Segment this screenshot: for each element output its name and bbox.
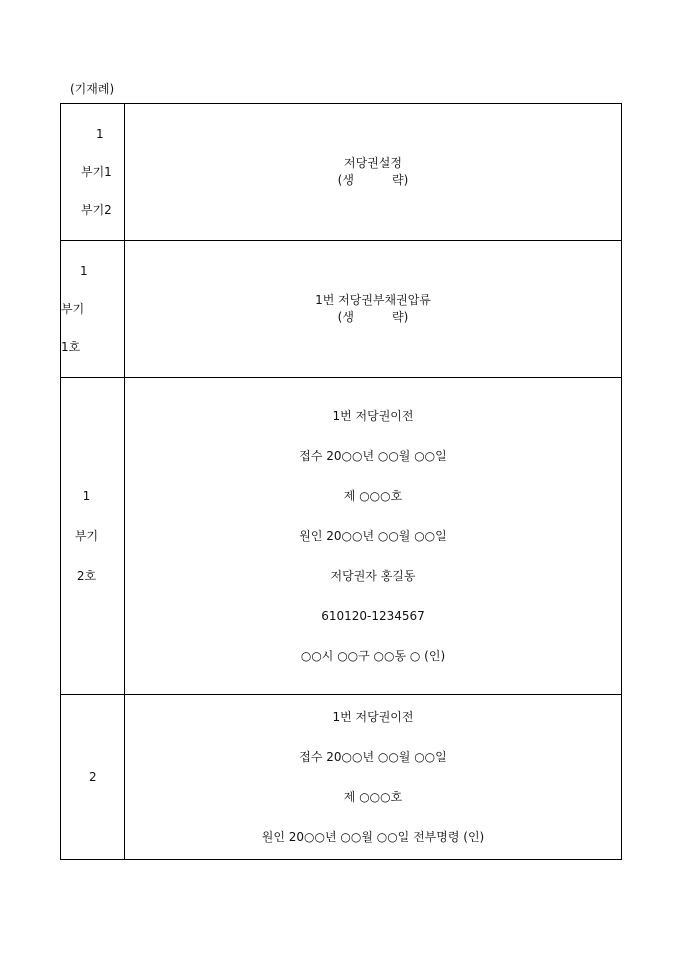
rank-number-text: 부기 [61, 302, 85, 316]
entry-line: 저당권자 홍길동 [330, 569, 416, 583]
table-row [61, 104, 622, 241]
rank-number-text: 1호 [61, 340, 81, 354]
entry-line: (생 략) [337, 310, 409, 324]
entry-line: ○○시 ○○구 ○○동 ○ (인) [300, 649, 446, 663]
entry-line: 접수 20○○년 ○○월 ○○일 [299, 449, 447, 463]
rank-number-text: 부기2 [81, 203, 112, 217]
table-row [61, 695, 622, 860]
entry-line: 610120-1234567 [321, 609, 425, 623]
entry-line: 저당권설정 [344, 156, 402, 170]
rank-number-cell [61, 695, 125, 860]
entry-content-cell [125, 241, 622, 378]
registry-example-table [60, 103, 622, 860]
entry-line: 원인 20○○년 ○○월 ○○일 전부명령 (인) [261, 830, 485, 844]
entry-content-cell [125, 378, 622, 695]
rank-number-text: 1 [80, 264, 88, 278]
rank-number-text: 부기1 [81, 165, 112, 179]
entry-line: 제 ○○○호 [343, 790, 403, 804]
rank-number-text: 2 [89, 770, 97, 784]
rank-number-cell [61, 378, 125, 695]
rank-number-text: 2호 [76, 569, 97, 583]
rank-number-text: 1 [96, 127, 104, 141]
entry-content-cell [125, 695, 622, 860]
rank-number-text: 부기 [74, 529, 99, 543]
entry-line: 1번 저당권이전 [332, 710, 414, 724]
entry-line: 1번 저당권이전 [332, 409, 414, 423]
entry-line: 접수 20○○년 ○○월 ○○일 [299, 750, 447, 764]
entry-line: 원인 20○○년 ○○월 ○○일 [299, 529, 447, 543]
rank-number-text: 1 [82, 489, 91, 503]
entry-line: (생 략) [337, 173, 409, 187]
rank-number-cell [61, 104, 125, 241]
table-row [61, 378, 622, 695]
example-caption: (기재례) [70, 82, 115, 96]
entry-line: 1번 저당권부채권압류 [315, 293, 431, 307]
rank-number-cell [61, 241, 125, 378]
entry-line: 제 ○○○호 [343, 489, 403, 503]
table-row [61, 241, 622, 378]
entry-content-cell [125, 104, 622, 241]
